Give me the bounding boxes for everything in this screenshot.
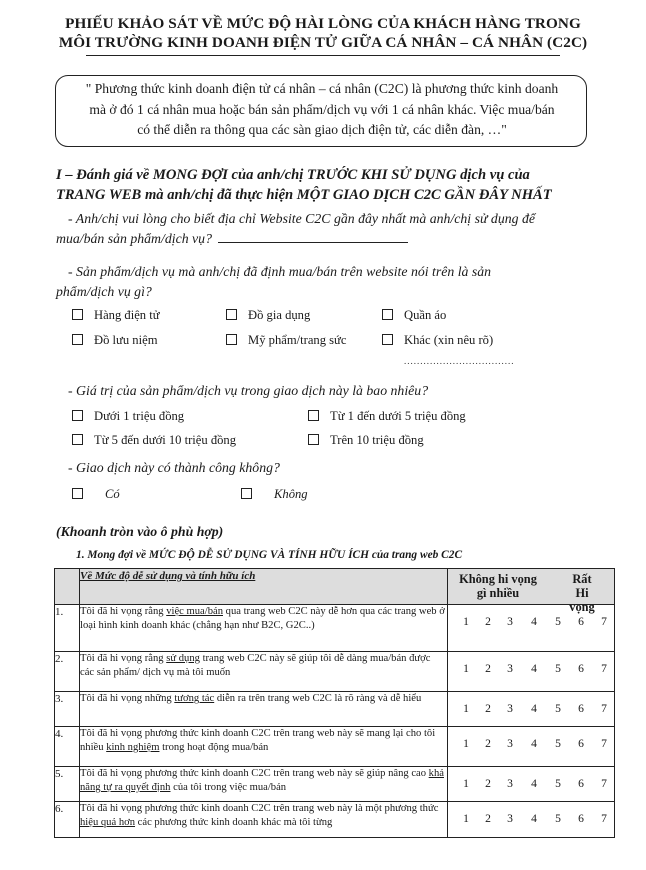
- survey-title-line-2: MÔI TRƯỜNG KINH DOANH ĐIỆN TỬ GIỮA CÁ NHÂN – CÁ NHÂN (C2C): [58, 34, 588, 51]
- question-website-line-2: [56, 229, 596, 249]
- definition-line-3: có thể diễn ra thông qua các sàn giao dịch điện tử, các diễn đàn, …": [137, 122, 507, 137]
- rating-option-1[interactable]: 1: [463, 662, 469, 675]
- rating-option-2[interactable]: 2: [485, 615, 491, 628]
- definition-line-2: mà ở đó 1 cá nhân mua hoặc bán sản phẩm/dịch vụ với 1 cá nhân khác. Việc mua/bán: [89, 101, 555, 117]
- section-heading-line-2: TRANG WEB mà anh/chị đã thực hiện MỘT GIAO DỊCH C2C GẦN ĐÂY NHẤT: [56, 187, 552, 203]
- rating-option-4[interactable]: 4: [531, 812, 537, 825]
- row-statement: Tôi đã hi vọng rằng sử dụng trang web C2C này sẽ giúp tôi dễ dàng mua/bán được các sản phẩm/ dịch vụ mà tôi muốn: [80, 652, 448, 692]
- row-ratings: [448, 652, 615, 692]
- rating-option-2[interactable]: 2: [485, 737, 491, 750]
- header-scale: [448, 569, 615, 614]
- rating-option-1[interactable]: 1: [463, 812, 469, 825]
- question-product-line-1: - Sản phẩm/dịch vụ mà anh/chị đã định mua/bán trên website nói trên là sản: [68, 264, 492, 279]
- underlined-key-phrase: khả năng tự ra quyết định: [80, 768, 444, 793]
- row-number: 1.: [55, 605, 80, 652]
- checkbox[interactable]: [72, 309, 83, 320]
- row-number: 5.: [55, 767, 80, 802]
- question-success: - Giao dịch này có thành công không?: [68, 460, 280, 475]
- checkbox[interactable]: [382, 309, 393, 320]
- underlined-key-phrase: kinh nghiệm: [106, 742, 160, 753]
- rating-option-5[interactable]: 5: [555, 812, 561, 825]
- rating-option-4[interactable]: 4: [531, 662, 537, 675]
- rating-option-4[interactable]: 4: [531, 615, 537, 628]
- section-heading-line-1: I – Đánh giá về MONG ĐỢI của anh/chị TRƯỚC KHI SỬ DỤNG dịch vụ của: [56, 167, 530, 183]
- option-over-10m[interactable]: Trên 10 triệu đồng: [308, 432, 424, 448]
- definition-text: [66, 79, 578, 141]
- checkbox[interactable]: [241, 488, 252, 499]
- checkbox[interactable]: [72, 410, 83, 421]
- rating-table: [54, 568, 615, 838]
- website-answer-blank[interactable]: [218, 229, 408, 243]
- question-website-line-1: - Anh/chị vui lòng cho biết địa chỉ Website C2C gần đây nhất mà anh/chị sử dụng để: [68, 211, 535, 226]
- row-number: 2.: [55, 652, 80, 692]
- table-row: [55, 802, 615, 838]
- row-statement: Tôi đã hi vọng những tương tác diễn ra trên trang web C2C là rõ ràng và dễ hiểu: [80, 692, 448, 727]
- table-row: [55, 652, 615, 692]
- option-5m-to-10m[interactable]: Từ 5 đến dưới 10 triệu đồng: [72, 432, 236, 448]
- question-product: [56, 262, 596, 302]
- scale-low-label: Không hi vọng gì nhiều: [459, 572, 537, 600]
- header-number-cell: [55, 569, 80, 605]
- other-answer-dots[interactable]: ..................................: [404, 356, 515, 366]
- checkbox[interactable]: [226, 309, 237, 320]
- row-ratings: [448, 727, 615, 767]
- rating-option-5[interactable]: 5: [555, 737, 561, 750]
- row-ratings: [448, 605, 615, 652]
- row-ratings: [448, 767, 615, 802]
- rating-option-3[interactable]: 3: [507, 662, 513, 675]
- rating-option-1[interactable]: 1: [463, 777, 469, 790]
- definition-line-1: " Phương thức kinh doanh điện tử cá nhân – cá nhân (C2C) là phương thức kinh doanh: [85, 81, 559, 96]
- question-website: [56, 209, 596, 249]
- row-statement: Tôi đã hi vọng phương thức kinh doanh C2C trên trang web này sẽ giúp nâng cao khả năng tự ra quyết định của tôi trong việc mua/bán: [80, 767, 448, 802]
- rating-option-6[interactable]: 6: [578, 812, 584, 825]
- rating-option-3[interactable]: 3: [507, 737, 513, 750]
- underlined-key-phrase: tương tác: [174, 693, 215, 704]
- question-value: - Giá trị của sản phẩm/dịch vụ trong giao dịch này là bao nhiêu?: [68, 383, 429, 398]
- row-statement: Tôi đã hi vọng rằng việc mua/bán qua trang web C2C này dễ hơn qua các trang web ở loại hình kinh doanh khác (chẳng hạn như B2C, G2C..): [80, 605, 448, 652]
- rating-option-7[interactable]: 7: [601, 737, 607, 750]
- row-number: 3.: [55, 692, 80, 727]
- option-clothing[interactable]: Quần áo: [382, 307, 446, 323]
- option-household[interactable]: Đồ gia dụng: [226, 307, 310, 323]
- option-1m-to-5m[interactable]: Từ 1 đến dưới 5 triệu đồng: [308, 408, 466, 424]
- header-label: Về Mức độ dễ sử dụng và tính hữu ích: [80, 569, 448, 605]
- row-ratings: [448, 692, 615, 727]
- survey-title-line-1: PHIẾU KHẢO SÁT VỀ MỨC ĐỘ HÀI LÒNG CỦA KHÁCH HÀNG TRONG: [65, 15, 581, 32]
- rating-option-1[interactable]: 1: [463, 737, 469, 750]
- checkbox[interactable]: [382, 334, 393, 345]
- rating-option-1[interactable]: 1: [463, 702, 469, 715]
- scale-high-label: Rất Hi vọng: [569, 572, 595, 614]
- rating-option-7[interactable]: 7: [601, 812, 607, 825]
- checkbox[interactable]: [226, 334, 237, 345]
- rating-option-5[interactable]: 5: [555, 615, 561, 628]
- option-cosmetics[interactable]: Mỹ phẩm/trang sức: [226, 332, 346, 348]
- rating-option-2[interactable]: 2: [485, 662, 491, 675]
- rating-option-4[interactable]: 4: [531, 702, 537, 715]
- rating-option-4[interactable]: 4: [531, 777, 537, 790]
- checkbox[interactable]: [72, 334, 83, 345]
- rating-option-3[interactable]: 3: [507, 777, 513, 790]
- row-statement: Tôi đã hi vọng phương thức kinh doanh C2C trên trang web này sẽ mang lại cho tôi nhiều kinh nghiệm trong hoạt động mua/bán: [80, 727, 448, 767]
- checkbox[interactable]: [308, 410, 319, 421]
- row-number: 4.: [55, 727, 80, 767]
- rating-option-6[interactable]: 6: [578, 662, 584, 675]
- rating-option-2[interactable]: 2: [485, 777, 491, 790]
- option-under-1m[interactable]: Dưới 1 triệu đồng: [72, 408, 184, 424]
- option-souvenir[interactable]: Đồ lưu niệm: [72, 332, 158, 348]
- rating-option-7[interactable]: 7: [601, 702, 607, 715]
- option-electronics[interactable]: Hàng điện tử: [72, 307, 160, 323]
- rating-option-3[interactable]: 3: [507, 702, 513, 715]
- rating-option-6[interactable]: 6: [578, 777, 584, 790]
- table-row: [55, 767, 615, 802]
- rating-option-5[interactable]: 5: [555, 777, 561, 790]
- section-heading: [56, 165, 596, 205]
- rating-option-6[interactable]: 6: [578, 702, 584, 715]
- rating-option-2[interactable]: 2: [485, 812, 491, 825]
- rating-option-3[interactable]: 3: [507, 812, 513, 825]
- rating-option-6[interactable]: 6: [578, 737, 584, 750]
- subsection-heading: 1. Mong đợi về MỨC ĐỘ DỄ SỬ DỤNG VÀ TÍNH HỮU ÍCH của trang web C2C: [76, 549, 463, 561]
- underlined-key-phrase: việc mua/bán: [166, 606, 223, 617]
- table-row: [55, 605, 615, 652]
- rating-option-7[interactable]: 7: [601, 662, 607, 675]
- underlined-key-phrase: hiệu quả hơn: [80, 817, 136, 828]
- title-underline: [86, 55, 560, 56]
- table-row: [55, 727, 615, 767]
- question-website-line-2-text: mua/bán sản phẩm/dịch vụ?: [56, 231, 212, 246]
- checkbox[interactable]: [72, 488, 83, 499]
- row-ratings: [448, 802, 615, 838]
- rating-option-3[interactable]: 3: [507, 615, 513, 628]
- rating-option-5[interactable]: 5: [555, 662, 561, 675]
- rating-option-5[interactable]: 5: [555, 702, 561, 715]
- question-product-line-2: phẩm/dịch vụ gì?: [56, 284, 152, 299]
- row-number: 6.: [55, 802, 80, 838]
- rating-option-6[interactable]: 6: [578, 615, 584, 628]
- rating-option-4[interactable]: 4: [531, 737, 537, 750]
- rating-option-7[interactable]: 7: [601, 777, 607, 790]
- table-row: [55, 692, 615, 727]
- underlined-key-phrase: sử dụng: [166, 653, 200, 664]
- option-no[interactable]: Không: [241, 486, 308, 502]
- circle-instruction: (Khoanh tròn vào ô phù hợp): [56, 524, 224, 539]
- option-other[interactable]: Khác (xin nêu rõ): [382, 332, 493, 348]
- option-yes[interactable]: Có: [72, 486, 120, 502]
- rating-table-header: [55, 569, 615, 605]
- rating-option-2[interactable]: 2: [485, 702, 491, 715]
- rating-option-1[interactable]: 1: [463, 615, 469, 628]
- rating-option-7[interactable]: 7: [601, 615, 607, 628]
- row-statement: Tôi đã hi vọng phương thức kinh doanh C2C trên trang web này là một phương thức hiệu quả hơn các phương thức kinh doanh khác mà tôi từng: [80, 802, 448, 838]
- checkbox[interactable]: [308, 434, 319, 445]
- checkbox[interactable]: [72, 434, 83, 445]
